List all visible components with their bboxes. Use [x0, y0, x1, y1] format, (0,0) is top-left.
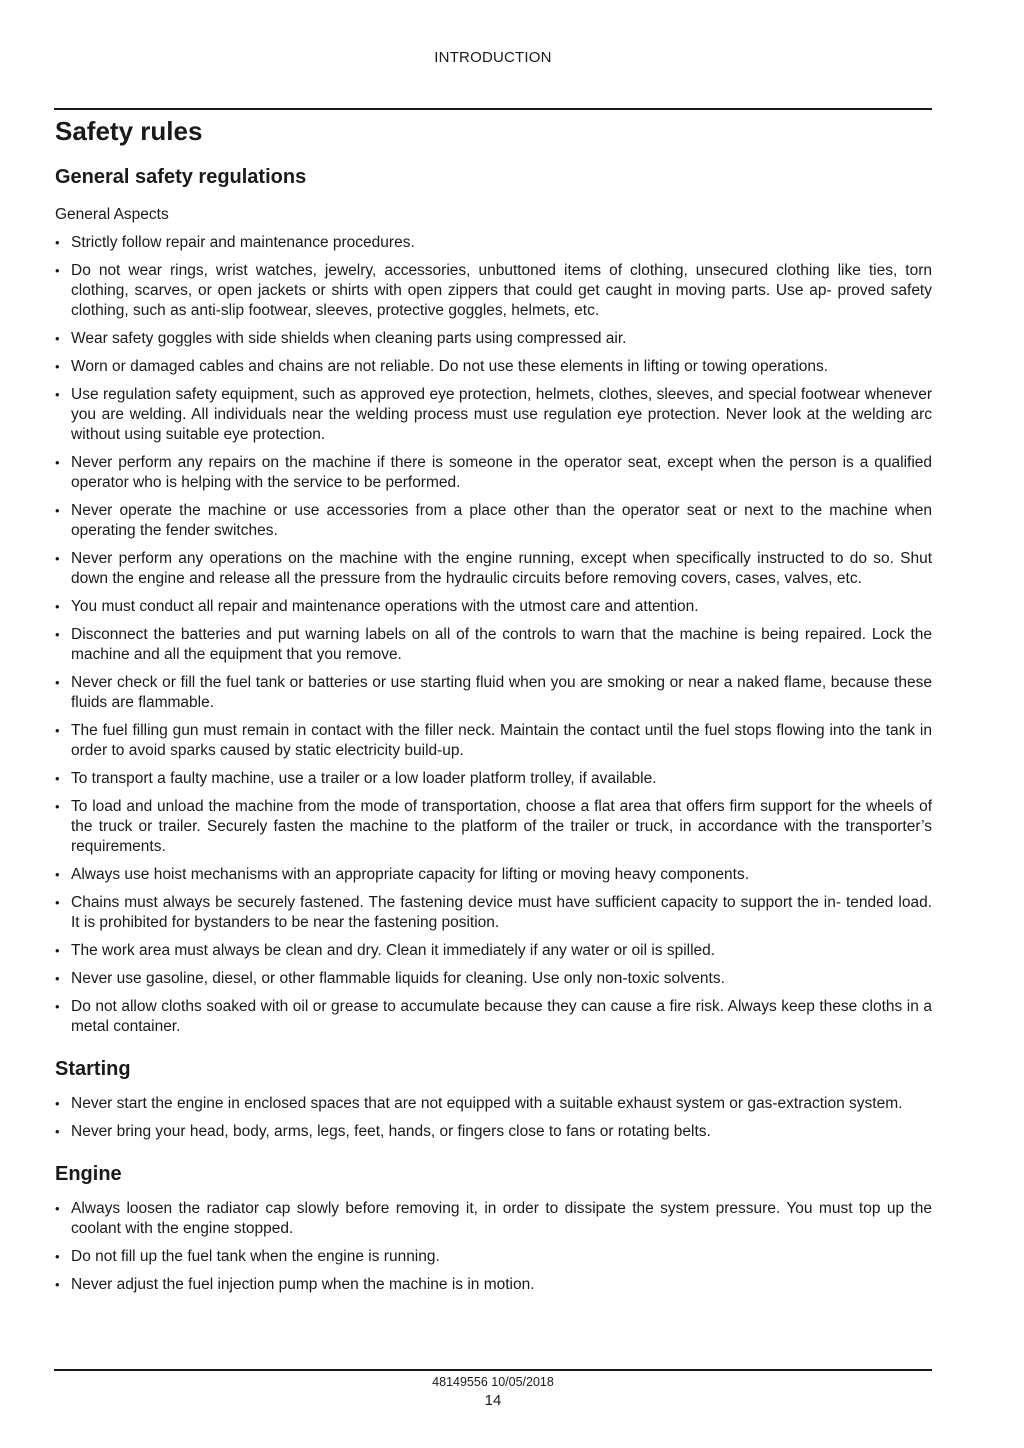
footer-rule: [54, 1369, 932, 1371]
header-rule: [54, 108, 932, 110]
list-item-text: The fuel filling gun must remain in contact with the filler neck. Maintain the contact until the fuel stops flowing into the tank in order to avoid sparks caused by static electricity build-up.: [71, 722, 932, 759]
bullet-icon: •: [55, 235, 60, 250]
list-item: [55, 501, 932, 541]
list-item: [55, 997, 932, 1037]
list-item: [55, 233, 932, 253]
bullet-icon: •: [55, 387, 60, 402]
section-title: Safety rules: [55, 116, 203, 146]
bullet-icon: •: [55, 1124, 60, 1139]
list-item: [55, 941, 932, 961]
starting-heading: Starting: [55, 1058, 131, 1080]
list-item-text: Disconnect the batteries and put warning labels on all of the controls to warn that the machine is being repaired. Lock the machine and all the equipment that you remove.: [71, 626, 932, 663]
list-item-text: Do not fill up the fuel tank when the engine is running.: [71, 1248, 440, 1265]
list-item: [55, 893, 932, 933]
bullet-icon: •: [55, 723, 60, 738]
list-item: [55, 357, 932, 377]
list-item-text: Do not allow cloths soaked with oil or grease to accumulate because they can cause a fire risk. Always keep these cloths in a metal container.: [71, 998, 932, 1035]
list-item: [55, 769, 932, 789]
list-item-text: Never bring your head, body, arms, legs, feet, hands, or fingers close to fans or rotating belts.: [71, 1123, 711, 1140]
general-safety-list: [55, 233, 932, 1037]
document-reference: 48149556 10/05/2018: [432, 1375, 554, 1389]
list-item-text: Always use hoist mechanisms with an appropriate capacity for lifting or moving heavy components.: [71, 866, 750, 883]
bullet-icon: •: [55, 971, 60, 986]
list-item: [55, 1094, 932, 1114]
list-item-text: Always loosen the radiator cap slowly before removing it, in order to dissipate the system pressure. You must top up the coolant with the engine stopped.: [71, 1200, 932, 1237]
list-item: [55, 1199, 932, 1239]
bullet-icon: •: [55, 799, 60, 814]
list-item: [55, 385, 932, 445]
bullet-icon: •: [55, 1201, 60, 1216]
list-item: [55, 1275, 932, 1295]
bullet-icon: •: [55, 331, 60, 346]
list-item: [55, 721, 932, 761]
list-item-text: Never operate the machine or use accessories from a place other than the operator seat or next to the machine when operating the fender switches.: [71, 502, 932, 539]
list-item-text: Do not wear rings, wrist watches, jewelry, accessories, unbuttoned items of clothing, unsecured clothing like ties, torn clothing, scarves, or open jackets or shirts with open zippers that could get caught in moving parts. Use ap- proved safety clothing, such as anti-slip footwear, sleeves, protective goggles, helmets, etc.: [71, 262, 932, 319]
list-item-text: Wear safety goggles with side shields when cleaning parts using compressed air.: [71, 330, 627, 347]
bullet-icon: •: [55, 359, 60, 374]
engine-heading: Engine: [55, 1163, 122, 1185]
list-item: [55, 673, 932, 713]
list-item: [55, 549, 932, 589]
list-item: [55, 625, 932, 665]
bullet-icon: •: [55, 503, 60, 518]
page-content: [55, 114, 932, 1303]
list-item: [55, 453, 932, 493]
bullet-icon: •: [55, 943, 60, 958]
list-item: [55, 865, 932, 885]
running-header: INTRODUCTION: [434, 49, 552, 66]
list-item: [55, 797, 932, 857]
list-item: [55, 969, 932, 989]
bullet-icon: •: [55, 675, 60, 690]
list-item-text: Never start the engine in enclosed spaces that are not equipped with a suitable exhaust system or gas-extraction system.: [71, 1095, 903, 1112]
list-item: [55, 329, 932, 349]
list-item: [55, 261, 932, 321]
list-item-text: Never check or fill the fuel tank or batteries or use starting fluid when you are smoking or near a naked flame, because these fluids are flammable.: [71, 674, 932, 711]
list-item-text: Never perform any operations on the machine with the engine running, except when specifically instructed to do so. Shut down the engine and release all the pressure from the hydraulic circuits before removing covers, cases, valves, etc.: [71, 550, 932, 587]
list-item-text: You must conduct all repair and maintenance operations with the utmost care and attention.: [71, 598, 699, 615]
list-item-text: Never use gasoline, diesel, or other flammable liquids for cleaning. Use only non-toxic solvents.: [71, 970, 725, 987]
engine-list: [55, 1199, 932, 1295]
list-item-text: Worn or damaged cables and chains are not reliable. Do not use these elements in lifting or towing operations.: [71, 358, 829, 375]
bullet-icon: •: [55, 771, 60, 786]
list-item-text: Never adjust the fuel injection pump when the machine is in motion.: [71, 1276, 535, 1293]
list-item-text: The work area must always be clean and dry. Clean it immediately if any water or oil is spilled.: [71, 942, 716, 959]
page-number: 14: [484, 1392, 502, 1409]
bullet-icon: •: [55, 627, 60, 642]
general-safety-heading: General safety regulations: [55, 166, 307, 188]
list-item: [55, 1122, 932, 1142]
list-item-text: Never perform any repairs on the machine if there is someone in the operator seat, except when the person is a qualified operator who is helping with the service to be performed.: [71, 454, 932, 491]
starting-list: [55, 1094, 932, 1142]
bullet-icon: •: [55, 867, 60, 882]
list-item-text: Use regulation safety equipment, such as approved eye protection, helmets, clothes, sleeves, and special footwear whenever you are welding. All individuals near the welding process must use regulation eye protection. Never look at the welding arc without using suitable eye protection.: [71, 386, 932, 443]
list-item-text: To transport a faulty machine, use a trailer or a low loader platform trolley, if available.: [71, 770, 657, 787]
bullet-icon: •: [55, 999, 60, 1014]
list-item-text: Strictly follow repair and maintenance procedures.: [71, 234, 415, 251]
bullet-icon: •: [55, 551, 60, 566]
bullet-icon: •: [55, 895, 60, 910]
bullet-icon: •: [55, 1249, 60, 1264]
list-item: [55, 1247, 932, 1267]
bullet-icon: •: [55, 455, 60, 470]
bullet-icon: •: [55, 1096, 60, 1111]
general-aspects-label: General Aspects: [55, 206, 169, 223]
list-item-text: Chains must always be securely fastened. The fastening device must have sufficient capacity to support the in- tended load. It is prohibited for bystanders to be near the fastening position.: [71, 894, 932, 931]
bullet-icon: •: [55, 263, 60, 278]
list-item-text: To load and unload the machine from the mode of transportation, choose a flat area that offers firm support for the wheels of the truck or trailer. Securely fasten the machine to the platform of the trailer or truck, in accordance with the transporter’s requirements.: [71, 798, 932, 855]
list-item: [55, 597, 932, 617]
bullet-icon: •: [55, 1277, 60, 1292]
bullet-icon: •: [55, 599, 60, 614]
